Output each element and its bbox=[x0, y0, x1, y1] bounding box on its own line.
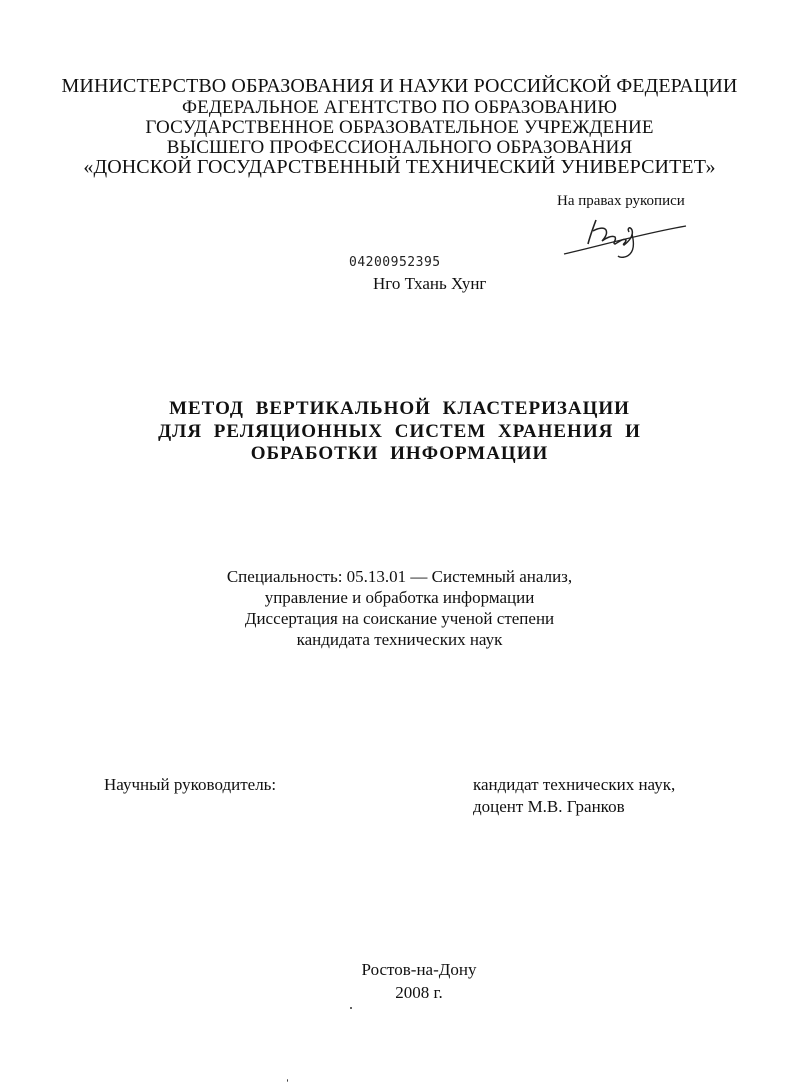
supervisor-label: Научный руководитель: bbox=[104, 775, 277, 794]
header-university: «ДОНСКОЙ ГОСУДАРСТВЕННЫЙ ТЕХНИЧЕСКИЙ УНИВЕРСИТЕТ» bbox=[83, 156, 716, 178]
author-signature bbox=[560, 214, 690, 262]
footer-city: Ростов-на-Дону bbox=[361, 960, 477, 979]
scan-speck bbox=[287, 1079, 288, 1082]
archive-number: 04200952395 bbox=[349, 255, 441, 270]
specialty-line-3: Диссертация на соискание ученой степени bbox=[244, 609, 555, 628]
header-institution: ГОСУДАРСТВЕННОЕ ОБРАЗОВАТЕЛЬНОЕ УЧРЕЖДЕНИЕ bbox=[145, 117, 654, 138]
author-name: Нго Тхань Хунг bbox=[373, 274, 487, 293]
dissertation-title-line-3: ОБРАБОТКИ ИНФОРМАЦИИ bbox=[250, 443, 549, 464]
specialty-line-1: Специальность: 05.13.01 — Системный анализ, bbox=[226, 567, 573, 586]
header-ministry: МИНИСТЕРСТВО ОБРАЗОВАНИЯ И НАУКИ РОССИЙСКОЙ ФЕДЕРАЦИИ bbox=[61, 75, 738, 97]
dissertation-title-line-2: ДЛЯ РЕЛЯЦИОННЫХ СИСТЕМ ХРАНЕНИЯ И bbox=[158, 421, 641, 442]
footer-year: 2008 г. bbox=[395, 983, 443, 1002]
supervisor-name: доцент М.В. Гранков bbox=[473, 797, 625, 816]
header-agency: ФЕДЕРАЛЬНОЕ АГЕНТСТВО ПО ОБРАЗОВАНИЮ bbox=[182, 97, 617, 118]
specialty-line-2: управление и обработка информации bbox=[264, 588, 535, 607]
scan-speck bbox=[350, 1007, 352, 1009]
supervisor-degree: кандидат технических наук, bbox=[473, 775, 676, 794]
specialty-line-4: кандидата технических наук bbox=[296, 630, 503, 649]
manuscript-note: На правах рукописи bbox=[557, 193, 685, 209]
header-higher-education: ВЫСШЕГО ПРОФЕССИОНАЛЬНОГО ОБРАЗОВАНИЯ bbox=[166, 137, 633, 158]
dissertation-title-line-1: МЕТОД ВЕРТИКАЛЬНОЙ КЛАСТЕРИЗАЦИИ bbox=[169, 398, 630, 419]
